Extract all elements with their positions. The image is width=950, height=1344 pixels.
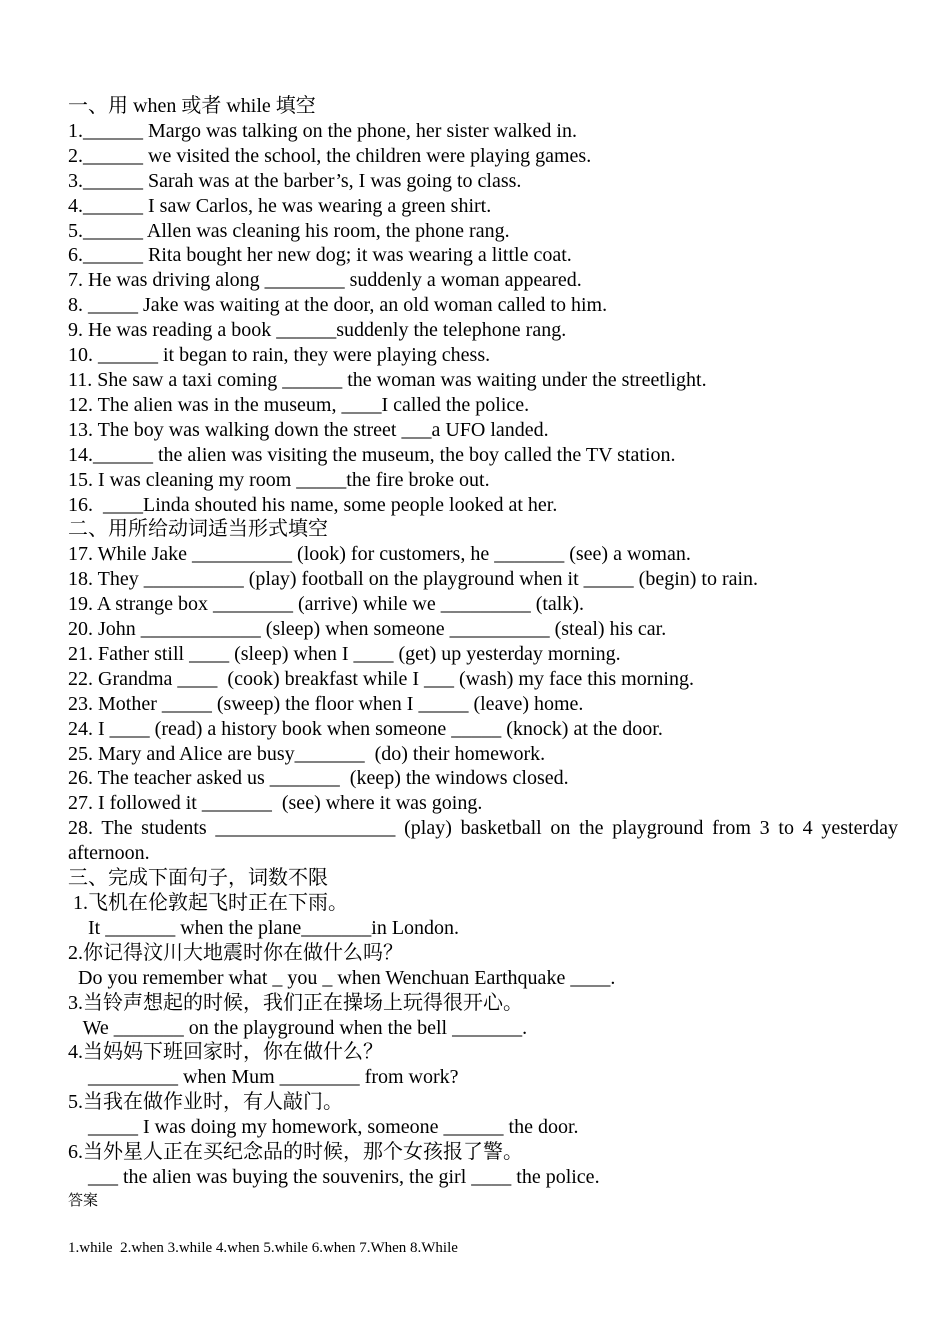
translation-2-english: Do you remember what _ you _ when Wenchuan Earthquake ____. xyxy=(68,966,616,989)
translation-1-chinese: 1.飞机在伦敦起飞时正在下雨。 xyxy=(68,892,348,914)
question-20: 20. John ____________ (sleep) when someone __________ (steal) his car. xyxy=(68,618,667,641)
translation-6-english: ___ the alien was buying the souvenirs, the girl ____ the police. xyxy=(68,1165,600,1188)
question-4: 4.______ I saw Carlos, he was wearing a green shirt. xyxy=(68,194,492,217)
question-15: 15. I was cleaning my room _____the fire broke out. xyxy=(68,468,490,491)
question-6: 6.______ Rita bought her new dog; it was wearing a little coat. xyxy=(68,244,572,267)
question-12: 12. The alien was in the museum, ____I called the police. xyxy=(68,393,530,416)
translation-4-chinese: 4.当妈妈下班回家时，你在做什么？ xyxy=(68,1041,383,1064)
question-26: 26. The teacher asked us _______ (keep) the windows closed. xyxy=(68,767,569,790)
question-7: 7. He was driving along ________ suddenly a woman appeared. xyxy=(68,269,582,292)
question-14: 14.______ the alien was visiting the museum, the boy called the TV station. xyxy=(68,443,676,466)
question-2: 2.______ we visited the school, the children were playing games. xyxy=(68,144,592,167)
section2-heading: 二、用所给动词适当形式填空 xyxy=(68,518,328,541)
translation-3-chinese: 3.当铃声想起的时候，我们正在操场上玩得很开心。 xyxy=(68,991,523,1014)
question-1: 1.______ Margo was talking on the phone, her sister walked in. xyxy=(68,119,577,142)
question-3: 3.______ Sarah was at the barber’s, I was going to class. xyxy=(68,169,522,192)
question-9: 9. He was reading a book ______suddenly the telephone rang. xyxy=(68,319,567,342)
section1-heading: 一、用 when 或者 while 填空 xyxy=(68,95,316,117)
worksheet-body xyxy=(68,94,898,1259)
translation-5-english: _____ I was doing my homework, someone ______ the door. xyxy=(68,1116,579,1139)
translation-4-english: _________ when Mum ________ from work? xyxy=(68,1066,459,1089)
question-16: 16. ____Linda shouted his name, some people looked at her. xyxy=(68,493,558,516)
question-28: 28. The students __________________ (play) basketball on the playground from 3 to 4 yesterday afternoon. xyxy=(68,817,898,865)
section3-heading: 三、完成下面句子，词数不限 xyxy=(68,867,328,890)
answers-spacer xyxy=(68,1212,898,1237)
answers-line: 1.while 2.when 3.while 4.when 5.while 6.when 7.When 8.While xyxy=(68,1239,458,1256)
question-27: 27. I followed it _______ (see) where it was going. xyxy=(68,792,483,815)
question-21: 21. Father still ____ (sleep) when I ____ (get) up yesterday morning. xyxy=(68,642,621,665)
translation-1-english: It _______ when the plane_______in London. xyxy=(68,916,460,939)
question-13: 13. The boy was walking down the street ___a UFO landed. xyxy=(68,418,549,441)
answers-heading: 答案 xyxy=(68,1192,99,1209)
question-24: 24. I ____ (read) a history book when someone _____ (knock) at the door. xyxy=(68,717,663,740)
translation-5-chinese: 5.当我在做作业时，有人敲门。 xyxy=(68,1091,343,1114)
question-18: 18. They __________ (play) football on the playground when it _____ (begin) to rain. xyxy=(68,568,759,591)
question-11: 11. She saw a taxi coming ______ the woman was waiting under the streetlight. xyxy=(68,368,707,391)
translation-6-chinese: 6.当外星人正在买纪念品的时候，那个女孩报了警。 xyxy=(68,1141,523,1164)
question-17: 17. While Jake __________ (look) for customers, he _______ (see) a woman. xyxy=(68,543,691,566)
translation-2-chinese: 2.你记得汶川大地震时你在做什么吗？ xyxy=(68,941,403,964)
question-19: 19. A strange box ________ (arrive) while we _________ (talk). xyxy=(68,593,585,616)
question-25: 25. Mary and Alice are busy_______ (do) their homework. xyxy=(68,742,546,765)
translation-3-english: We _______ on the playground when the bell _______. xyxy=(68,1016,528,1039)
question-22: 22. Grandma ____ (cook) breakfast while I ___ (wash) my face this morning. xyxy=(68,667,694,690)
question-23: 23. Mother _____ (sweep) the floor when I _____ (leave) home. xyxy=(68,692,584,715)
question-5: 5.______ Allen was cleaning his room, the phone rang. xyxy=(68,219,510,242)
question-8: 8. _____ Jake was waiting at the door, an old woman called to him. xyxy=(68,294,608,317)
question-10: 10. ______ it began to rain, they were playing chess. xyxy=(68,344,491,367)
